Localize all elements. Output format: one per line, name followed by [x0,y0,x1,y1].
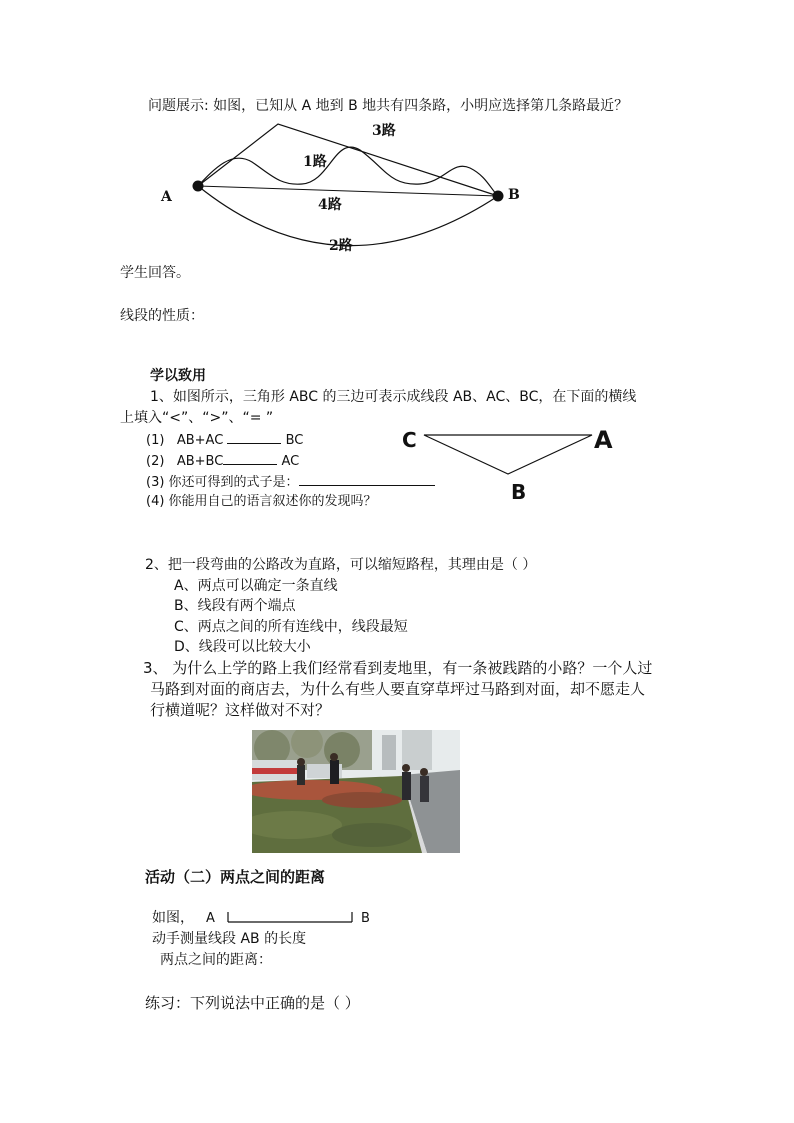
q1-line1: 1、如图所示，三角形 ABC 的三边可表示成线段 AB、AC、BC，在下面的横线 [150,389,637,405]
q2-option-d[interactable]: D、线段可以比较大小 [174,639,311,655]
q3-line2: 马路到对面的商店去，为什么有些人要直穿草坪过马路到对面，却不愿走人 [150,680,646,698]
q2-option-a[interactable]: A、两点可以确定一条直线 [174,578,338,594]
q1-item-2-left: AB+BC [176,454,224,469]
distance-text: 两点之间的距离： [160,952,272,968]
q1-line2: 上填入“<”、“>”、“= ” [120,410,274,426]
ruler-label-b: B [361,911,370,926]
segment-property: 线段的性质： [120,308,204,324]
q3-line3: 行横道呢？这样做对不对？ [150,701,331,719]
activity2-heading: 活动（二）两点之间的距离 [145,868,326,886]
q1-item-4: (4) 你能用自己的语言叙述你的发现吗？ [146,494,377,509]
point-b-label: B [508,187,520,203]
triangle-label-b: B [511,480,527,504]
student-answer: 学生回答。 [120,265,190,281]
exercise-text: 练习：下列说法中正确的是（ ） [145,994,360,1012]
q3-line1: 3、 为什么上学的路上我们经常看到麦地里，有一条被践踏的小路？一个人过 [143,659,653,677]
route-2-label: 2路 [329,238,353,254]
measure-text: 动手测量线段 AB 的长度 [152,931,307,947]
point-a-label: A [161,189,172,205]
q2-text: 2、把一段弯曲的公路改为直路，可以缩短路程，其理由是（ ） [145,557,537,573]
route-3-label: 3路 [372,123,396,139]
q1-item-1-left: AB+AC [176,433,224,448]
triangle-label-a: A [594,426,613,454]
apply-heading: 学以致用 [150,368,206,384]
q1-item-2-right: AC [281,454,300,469]
q1-item-1-right: BC [285,433,304,448]
ruler-intro: 如图， [152,910,194,926]
route-4-label: 4路 [318,197,342,213]
q2-option-c[interactable]: C、两点之间的所有连线中，线段最短 [174,619,408,635]
problem-intro: 问题展示: 如图，已知从 A 地到 B 地共有四条路，小明应选择第几条路最近？ [148,98,629,114]
q1-item-2-num: (2) [146,454,165,469]
q1-item-1-num: (1) [146,433,165,448]
q2-option-b[interactable]: B、线段有两个端点 [174,598,296,614]
triangle-label-c: C [402,428,417,452]
q1-item-3-text: (3) 你还可得到的式子是： [146,475,299,490]
route-1-label: 1路 [303,154,327,170]
ruler-label-a: A [206,911,215,926]
